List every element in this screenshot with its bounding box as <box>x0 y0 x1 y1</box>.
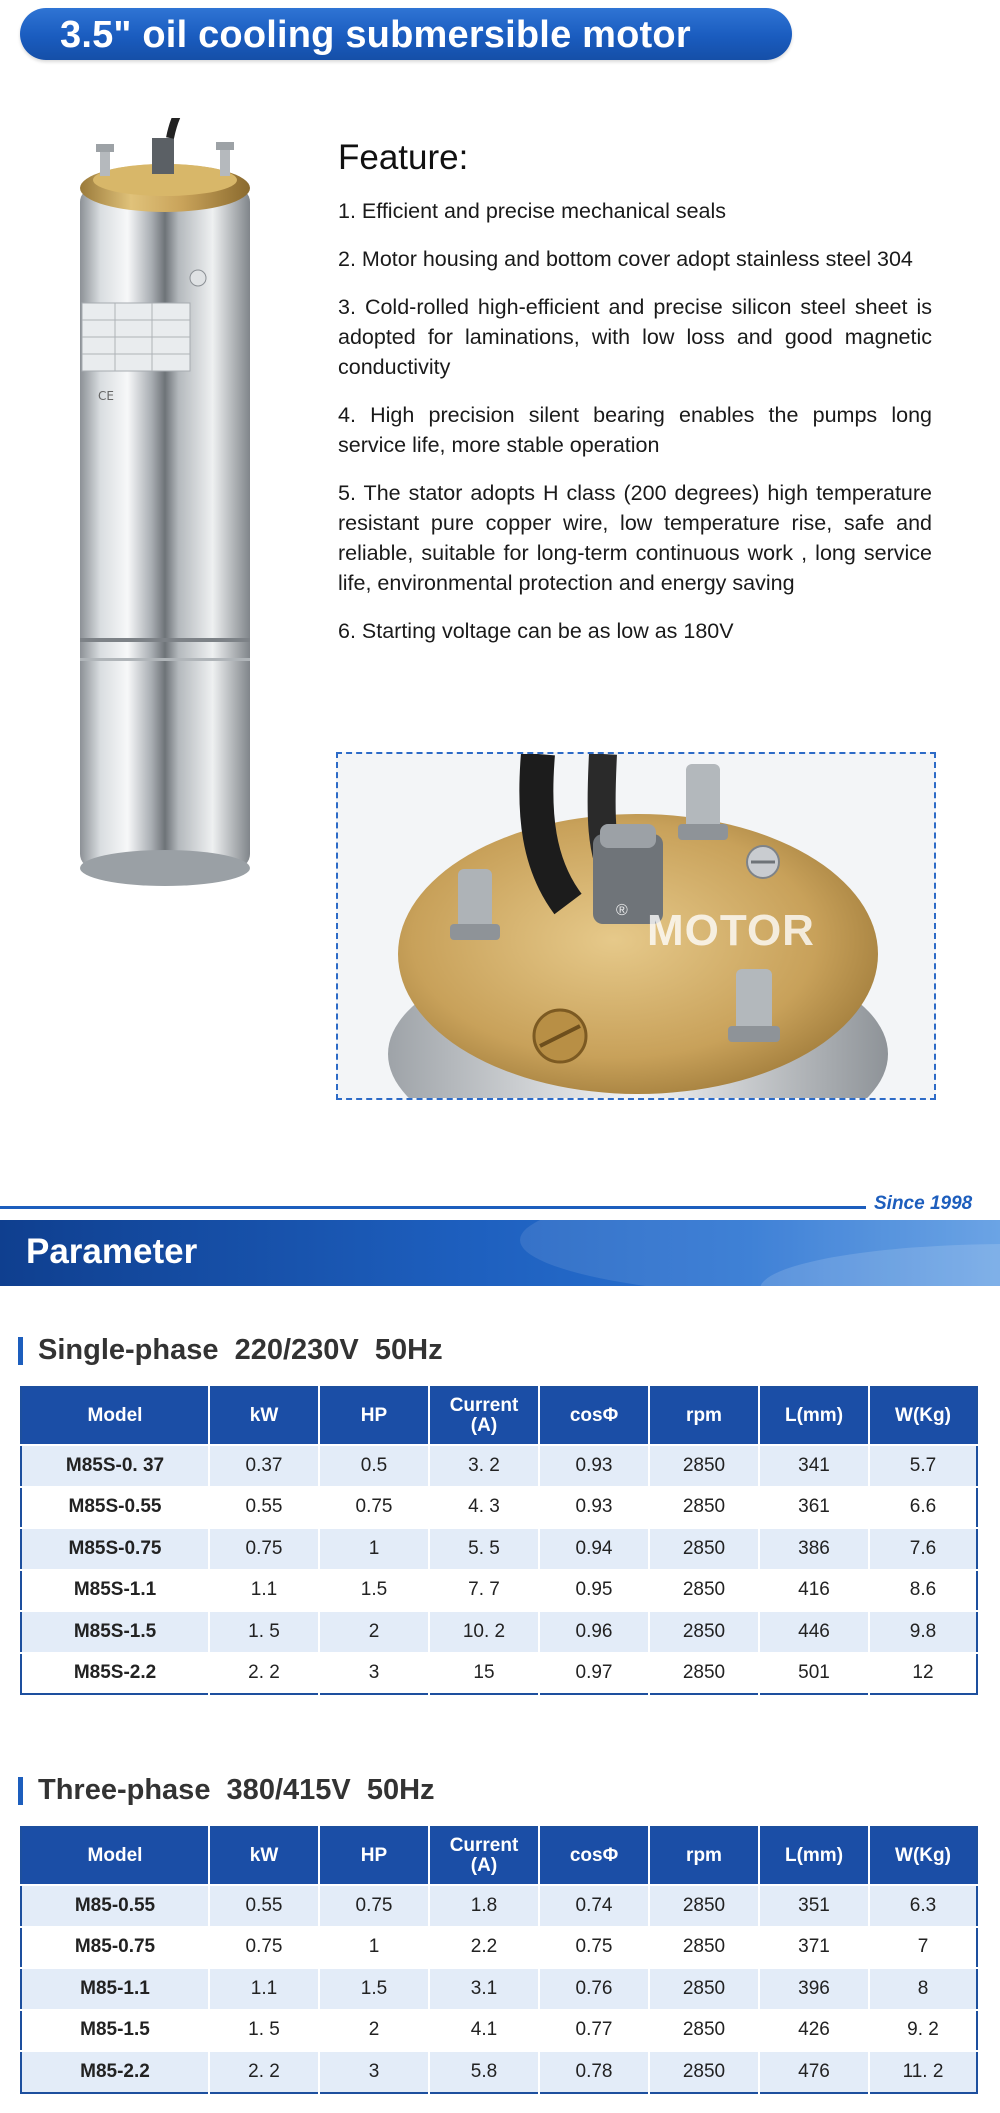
cell-cosphi: 0.94 <box>539 1528 649 1570</box>
cell-weight: 9.8 <box>869 1611 977 1653</box>
feature-list <box>338 196 932 664</box>
single-phase-title-text: Single-phase 220/230V 50Hz <box>38 1334 443 1366</box>
three-phase-title-text: Three-phase 380/415V 50Hz <box>38 1774 435 1806</box>
col-header-model: Model <box>21 1827 209 1885</box>
page-title: 3.5" oil cooling submersible motor <box>60 14 691 56</box>
cell-cosphi: 0.93 <box>539 1445 649 1487</box>
cell-length: 341 <box>759 1445 869 1487</box>
feature-item: 2. Motor housing and bottom cover adopt stainless steel 304 <box>338 247 913 271</box>
cell-weight: 8.6 <box>869 1570 977 1612</box>
cell-rpm: 2850 <box>649 1445 759 1487</box>
cell-kw: 0.55 <box>209 1487 319 1529</box>
col-header-model: Model <box>21 1387 209 1445</box>
table-row <box>21 1927 977 1969</box>
cell-rpm: 2850 <box>649 1653 759 1695</box>
table-row <box>21 1570 977 1612</box>
col-header-current: Current (A) <box>429 1387 539 1445</box>
cell-length: 476 <box>759 2051 869 2093</box>
col-header-hp: HP <box>319 1387 429 1445</box>
cell-hp: 3 <box>319 2051 429 2093</box>
cell-weight: 6.3 <box>869 1885 977 1927</box>
cell-model: M85S-2.2 <box>21 1653 209 1695</box>
cell-length: 396 <box>759 1968 869 2010</box>
cell-hp: 0.75 <box>319 1885 429 1927</box>
table-row <box>21 1487 977 1529</box>
col-header-kw: kW <box>209 1827 319 1885</box>
col-header-current: Current (A) <box>429 1827 539 1885</box>
cell-cosphi: 0.96 <box>539 1611 649 1653</box>
cell-rpm: 2850 <box>649 1487 759 1529</box>
cell-model: M85-1.5 <box>21 2010 209 2052</box>
cell-cosphi: 0.78 <box>539 2051 649 2093</box>
cell-rpm: 2850 <box>649 1570 759 1612</box>
cell-hp: 1.5 <box>319 1968 429 2010</box>
col-header-hp: HP <box>319 1827 429 1885</box>
cell-model: M85-1.1 <box>21 1968 209 2010</box>
cell-length: 371 <box>759 1927 869 1969</box>
cell-length: 501 <box>759 1653 869 1695</box>
cell-current: 5.8 <box>429 2051 539 2093</box>
cell-current: 4.1 <box>429 2010 539 2052</box>
cell-current: 10. 2 <box>429 1611 539 1653</box>
cell-hp: 2 <box>319 2010 429 2052</box>
table-row <box>21 1885 977 1927</box>
table-header-row <box>21 1827 977 1885</box>
feature-item: 3. Cold-rolled high-efficient and precise silicon steel sheet is adopted for laminations, with low loss and good magnetic conductivity <box>338 295 932 379</box>
single-phase-table <box>20 1386 978 1695</box>
table-row <box>21 1611 977 1653</box>
col-header-cosphi: cosΦ <box>539 1387 649 1445</box>
parameter-banner <box>0 1220 1000 1286</box>
cell-rpm: 2850 <box>649 1927 759 1969</box>
feature-heading: Feature: <box>338 138 469 177</box>
cell-weight: 9. 2 <box>869 2010 977 2052</box>
cell-kw: 0.37 <box>209 1445 319 1487</box>
cell-model: M85-2.2 <box>21 2051 209 2093</box>
cell-hp: 2 <box>319 1611 429 1653</box>
cell-current: 1.8 <box>429 1885 539 1927</box>
table-row <box>21 2051 977 2093</box>
cell-kw: 0.55 <box>209 1885 319 1927</box>
cell-cosphi: 0.93 <box>539 1487 649 1529</box>
cell-current: 3. 2 <box>429 1445 539 1487</box>
cell-kw: 1. 5 <box>209 1611 319 1653</box>
cell-kw: 2. 2 <box>209 2051 319 2093</box>
col-header-weight: W(Kg) <box>869 1827 977 1885</box>
cell-kw: 0.75 <box>209 1927 319 1969</box>
cell-kw: 1.1 <box>209 1968 319 2010</box>
cell-weight: 6.6 <box>869 1487 977 1529</box>
cell-current: 7. 7 <box>429 1570 539 1612</box>
cell-cosphi: 0.75 <box>539 1927 649 1969</box>
col-header-length: L(mm) <box>759 1827 869 1885</box>
cell-model: M85S-0. 37 <box>21 1445 209 1487</box>
cell-current: 5. 5 <box>429 1528 539 1570</box>
cell-weight: 5.7 <box>869 1445 977 1487</box>
feature-item: 1. Efficient and precise mechanical seals <box>338 199 727 223</box>
table-row <box>21 2010 977 2052</box>
cell-rpm: 2850 <box>649 1968 759 2010</box>
cell-weight: 12 <box>869 1653 977 1695</box>
cell-hp: 0.5 <box>319 1445 429 1487</box>
cell-current: 4. 3 <box>429 1487 539 1529</box>
cell-hp: 1.5 <box>319 1570 429 1612</box>
three-phase-table <box>20 1826 978 2094</box>
cell-hp: 0.75 <box>319 1487 429 1529</box>
cell-rpm: 2850 <box>649 1528 759 1570</box>
cell-hp: 1 <box>319 1528 429 1570</box>
divider-line <box>0 1206 866 1209</box>
cell-weight: 7 <box>869 1927 977 1969</box>
cell-cosphi: 0.95 <box>539 1570 649 1612</box>
cell-model: M85S-1.1 <box>21 1570 209 1612</box>
cell-kw: 1.1 <box>209 1570 319 1612</box>
cell-length: 416 <box>759 1570 869 1612</box>
cell-cosphi: 0.76 <box>539 1968 649 2010</box>
feature-item: 4. High precision silent bearing enables the pumps long service life, more stable operation <box>338 403 932 457</box>
cell-cosphi: 0.74 <box>539 1885 649 1927</box>
parameter-title: Parameter <box>26 1232 198 1271</box>
watermark-text: MOTOR <box>647 906 815 955</box>
cell-kw: 1. 5 <box>209 2010 319 2052</box>
cell-length: 361 <box>759 1487 869 1529</box>
cell-weight: 8 <box>869 1968 977 2010</box>
table-row <box>21 1528 977 1570</box>
cell-cosphi: 0.97 <box>539 1653 649 1695</box>
svg-text:CE: CE <box>98 389 114 403</box>
cell-weight: 7.6 <box>869 1528 977 1570</box>
title-banner <box>20 8 792 60</box>
col-header-rpm: rpm <box>649 1827 759 1885</box>
feature-item: 6. Starting voltage can be as low as 180V <box>338 619 734 643</box>
table-row <box>21 1968 977 2010</box>
cell-hp: 1 <box>319 1927 429 1969</box>
cell-hp: 3 <box>319 1653 429 1695</box>
table-row <box>21 1653 977 1695</box>
cell-model: M85S-1.5 <box>21 1611 209 1653</box>
col-header-kw: kW <box>209 1387 319 1445</box>
registered-mark: ® <box>616 902 628 919</box>
single-phase-title <box>18 1334 443 1367</box>
cell-length: 351 <box>759 1885 869 1927</box>
cell-model: M85S-0.75 <box>21 1528 209 1570</box>
three-phase-title <box>18 1774 435 1807</box>
table-row <box>21 1445 977 1487</box>
cell-length: 386 <box>759 1528 869 1570</box>
motor-product-image <box>70 118 280 928</box>
cell-rpm: 2850 <box>649 2051 759 2093</box>
since-text: Since 1998 <box>874 1193 973 1214</box>
feature-item: 5. The stator adopts H class (200 degrees) high temperature resistant pure copper wire, low temperature rise, safe and reliable, suitable for long-term continuous work , long service life, environmental protection and energy saving <box>338 481 932 595</box>
motor-top-detail-photo <box>336 752 936 1100</box>
col-header-weight: W(Kg) <box>869 1387 977 1445</box>
cell-rpm: 2850 <box>649 2010 759 2052</box>
cell-current: 2.2 <box>429 1927 539 1969</box>
cell-current: 3.1 <box>429 1968 539 2010</box>
table-header-row <box>21 1387 977 1445</box>
cell-kw: 2. 2 <box>209 1653 319 1695</box>
cell-length: 446 <box>759 1611 869 1653</box>
col-header-length: L(mm) <box>759 1387 869 1445</box>
cell-model: M85S-0.55 <box>21 1487 209 1529</box>
col-header-cosphi: cosΦ <box>539 1827 649 1885</box>
cell-length: 426 <box>759 2010 869 2052</box>
cell-rpm: 2850 <box>649 1611 759 1653</box>
cell-model: M85-0.75 <box>21 1927 209 1969</box>
cell-rpm: 2850 <box>649 1885 759 1927</box>
cell-model: M85-0.55 <box>21 1885 209 1927</box>
cell-current: 15 <box>429 1653 539 1695</box>
cell-cosphi: 0.77 <box>539 2010 649 2052</box>
cell-kw: 0.75 <box>209 1528 319 1570</box>
cell-weight: 11. 2 <box>869 2051 977 2093</box>
col-header-rpm: rpm <box>649 1387 759 1445</box>
